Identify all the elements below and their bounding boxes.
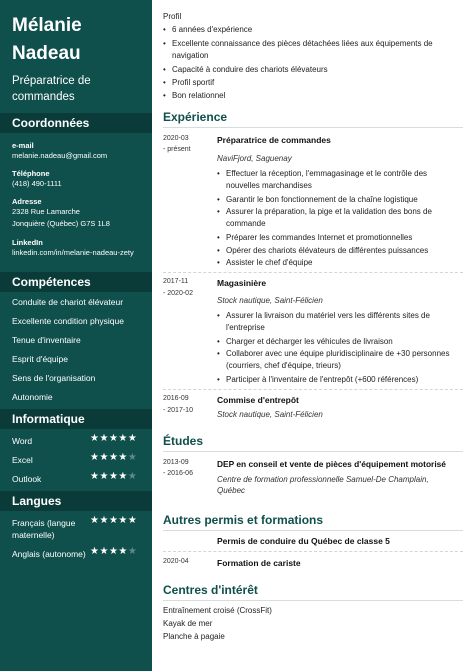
it-skill-label: Word — [12, 436, 33, 446]
language-label: Anglais (autonome) — [12, 549, 86, 559]
section-divider — [163, 530, 463, 531]
star-filled-icon: ★ — [118, 433, 128, 444]
job-bullet-text: Garantir le bon fonctionnement de la chaîne logistique — [226, 195, 418, 204]
skills-heading: Compétences — [0, 272, 152, 292]
job-title: Magasinière — [217, 278, 267, 288]
entry-divider — [163, 551, 463, 552]
star-filled-icon: ★ — [118, 471, 128, 482]
job-title-line-1: Préparatrice de — [12, 75, 91, 87]
star-filled-icon: ★ — [90, 452, 100, 463]
job-bullet-text: Charger et décharger les véhicules de livraison — [226, 337, 393, 346]
profile-bullet: • Bon relationnel — [163, 91, 226, 100]
job-employer: NaviFjord, Saguenay — [217, 154, 292, 163]
job-bullet: • Collaborer avec une équipe pluridisciplinaire de +30 personnes (courriers, chef d'équipe, trieurs) — [217, 349, 450, 370]
job-bullet: • Participer à l'inventaire de l'entrepôt (+600 références) — [217, 375, 419, 384]
rating-stars — [90, 433, 137, 444]
permit-date: 2020-04 — [163, 558, 189, 565]
star-filled-icon: ★ — [108, 433, 119, 444]
job-date-end: - 2017-10 — [163, 407, 193, 414]
name-line-1: Mélanie — [12, 15, 82, 36]
star-empty-icon: ★ — [127, 452, 138, 463]
permit-title: Permis de conduire du Québec de classe 5 — [217, 536, 390, 546]
job-bullet-text: Assurer la préparation, la pige et la validation des bons de commande — [226, 207, 432, 228]
star-filled-icon: ★ — [127, 433, 138, 444]
star-filled-icon: ★ — [99, 546, 109, 557]
experience-heading: Expérience — [163, 110, 228, 124]
job-date-end: - présent — [163, 146, 191, 153]
entry-divider — [163, 272, 463, 273]
profile-bullet: • Profil sportif — [163, 78, 215, 87]
profile-bullet-text: Bon relationnel — [172, 91, 226, 100]
job-bullet-text: Assister le chef d'équipe — [226, 258, 313, 267]
profile-bullet-text: Capacité à conduire des chariots élévateurs — [172, 65, 328, 74]
interests-heading: Centres d'intérêt — [163, 583, 258, 597]
interest-item: Entraînement croisé (CrossFit) — [163, 606, 272, 615]
star-filled-icon: ★ — [99, 433, 109, 444]
profile-heading: Profil — [163, 12, 182, 21]
job-bullet: • Garantir le bon fonctionnement de la chaîne logistique — [217, 195, 418, 204]
job-bullet: • Effectuer la réception, l'emmagasinage et le contrôle des nouvelles marchandises — [217, 169, 428, 190]
star-filled-icon: ★ — [99, 452, 109, 463]
skill-item: Excellente condition physique — [12, 316, 124, 326]
section-divider — [163, 127, 463, 128]
education-date-start: 2013-09 — [163, 459, 189, 466]
section-divider — [163, 600, 463, 601]
star-filled-icon: ★ — [127, 515, 138, 526]
job-bullet: • Assurer la préparation, la pige et la validation des bons de commande — [217, 207, 432, 228]
job-title: Commise d'entrepôt — [217, 395, 299, 405]
skill-item: Autonomie — [12, 392, 53, 402]
candidate-name — [12, 12, 147, 68]
interest-item: Kayak de mer — [163, 619, 213, 628]
interest-item: Planche à pagaie — [163, 632, 225, 641]
star-filled-icon: ★ — [108, 515, 119, 526]
education-heading: Études — [163, 434, 204, 448]
job-bullet: • Assurer la livraison du matériel vers les différents sites de l'entreprise — [217, 311, 430, 332]
name-line-2: Nadeau — [12, 43, 81, 64]
star-filled-icon: ★ — [99, 471, 109, 482]
star-filled-icon: ★ — [118, 546, 128, 557]
rating-stars — [90, 515, 137, 526]
education-degree: DEP en conseil et vente de pièces d'équipement motorisé — [217, 459, 446, 469]
job-bullet-text: Préparer les commandes Internet et promotionnelles — [226, 233, 413, 242]
address-label: Adresse — [12, 197, 42, 206]
profile-bullet: • 6 années d'expérience — [163, 25, 253, 34]
permit-title: Formation de cariste — [217, 558, 301, 568]
rating-stars — [90, 452, 137, 463]
it-heading: Informatique — [0, 409, 152, 429]
education-date-end: - 2016-06 — [163, 470, 193, 477]
job-bullet: • Préparer les commandes Internet et promotionnelles — [217, 233, 413, 242]
job-title: Préparatrice de commandes — [217, 135, 331, 145]
job-bullet-text: Collaborer avec une équipe pluridisciplinaire de +30 personnes (courriers, chef d'équipe, trieurs) — [226, 349, 450, 370]
languages-heading: Langues — [0, 491, 152, 511]
star-filled-icon: ★ — [108, 471, 119, 482]
permits-heading: Autres permis et formations — [163, 513, 324, 527]
address-line-1: 2328 Rue Lamarche — [12, 207, 80, 216]
star-filled-icon: ★ — [90, 433, 100, 444]
it-skill-label: Outlook — [12, 474, 42, 484]
job-bullet-text: Participer à l'inventaire de l'entrepôt (+600 références) — [226, 375, 419, 384]
star-filled-icon: ★ — [90, 546, 100, 557]
job-bullet-text: Effectuer la réception, l'emmagasinage et le contrôle des nouvelles marchandises — [226, 169, 428, 190]
job-date-start: 2016-09 — [163, 395, 189, 402]
profile-bullet: • Excellente connaissance des pièces détachées liées aux équipements de navigation — [163, 39, 433, 60]
star-filled-icon: ★ — [108, 452, 119, 463]
coordinates-heading: Coordonnées — [0, 113, 152, 133]
section-divider — [163, 451, 463, 452]
job-title-line-2: commandes — [12, 91, 75, 103]
star-filled-icon: ★ — [118, 515, 128, 526]
sidebar — [0, 0, 152, 671]
address-line-2: Jonquière (Québec) G7S 1L8 — [12, 219, 110, 228]
rating-stars — [90, 546, 137, 557]
profile-bullet: • Capacité à conduire des chariots élévateurs — [163, 65, 328, 74]
linkedin-value: linkedin.com/in/melanie-nadeau-zety — [12, 248, 134, 257]
job-bullet: • Charger et décharger les véhicules de livraison — [217, 337, 393, 346]
phone-label: Téléphone — [12, 169, 50, 178]
job-date-end: - 2020-02 — [163, 290, 193, 297]
job-date-start: 2017-11 — [163, 278, 189, 285]
language-label: Français (langue maternelle) — [12, 518, 76, 540]
skill-item: Esprit d'équipe — [12, 354, 68, 364]
profile-bullet-text: Profil sportif — [172, 78, 215, 87]
skill-item: Conduite de chariot élévateur — [12, 297, 124, 307]
star-empty-icon: ★ — [127, 546, 138, 557]
star-filled-icon: ★ — [90, 515, 100, 526]
star-filled-icon: ★ — [108, 546, 119, 557]
job-bullet: • Assister le chef d'équipe — [217, 258, 313, 267]
skill-item: Tenue d'inventaire — [12, 335, 81, 345]
star-filled-icon: ★ — [118, 452, 128, 463]
email-label: e-mail — [12, 141, 34, 150]
job-employer: Stock nautique, Saint-Félicien — [217, 296, 323, 305]
entry-divider — [163, 389, 463, 390]
rating-stars — [90, 471, 137, 482]
education-school: Centre de formation professionnelle Samuel-De Champlain, Québec — [217, 475, 429, 495]
skill-item: Sens de l'organisation — [12, 373, 96, 383]
email-value: melanie.nadeau@gmail.com — [12, 151, 108, 160]
phone-value: (418) 490-1111 — [12, 179, 62, 188]
job-bullet-text: Opérer des chariots élévateurs de différentes puissances — [226, 246, 429, 255]
star-filled-icon: ★ — [99, 515, 109, 526]
star-empty-icon: ★ — [127, 471, 138, 482]
job-bullet-text: Assurer la livraison du matériel vers les différents sites de l'entreprise — [226, 311, 430, 332]
job-employer: Stock nautique, Saint-Félicien — [217, 410, 323, 419]
job-title — [12, 73, 147, 105]
profile-bullet-text: 6 années d'expérience — [172, 25, 253, 34]
star-filled-icon: ★ — [90, 471, 100, 482]
job-date-start: 2020-03 — [163, 135, 189, 142]
it-skill-label: Excel — [12, 455, 33, 465]
profile-bullet-text: Excellente connaissance des pièces détachées liées aux équipements de navigation — [172, 39, 433, 60]
linkedin-label: LinkedIn — [12, 238, 43, 247]
job-bullet: • Opérer des chariots élévateurs de différentes puissances — [217, 246, 429, 255]
